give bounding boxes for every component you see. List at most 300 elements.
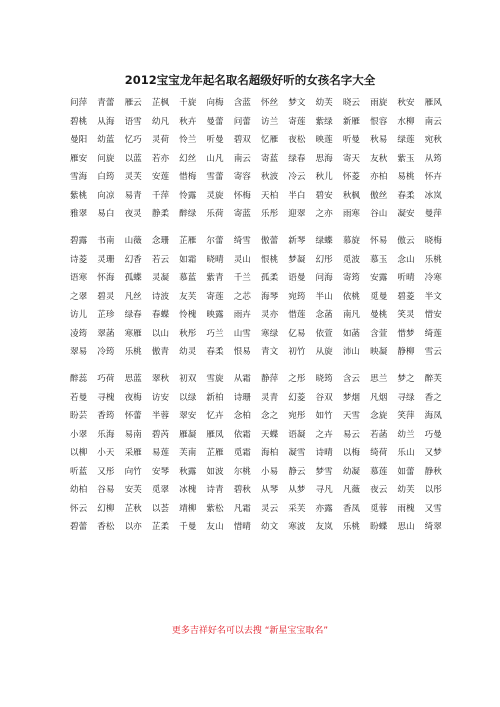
name-entry: 恨桃 (260, 254, 279, 265)
name-entry: 易青 (124, 190, 142, 201)
name-entry: 新雁 (342, 116, 361, 127)
name-entry: 凡霜 (233, 503, 251, 514)
name-entry: 芷珍 (97, 310, 115, 320)
name-entry: 夜梅 (124, 392, 142, 403)
name-entry: 紫绿 (315, 116, 333, 127)
name-entry: 怀菱 (342, 172, 361, 182)
name-entry: 之亦 (315, 209, 333, 219)
name-entry: 之卉 (315, 429, 333, 440)
name-entry: 访安 (151, 392, 170, 403)
name-entry: 怀云 (70, 503, 88, 514)
name-entry: 若亦 (151, 153, 170, 164)
name-row (70, 168, 442, 187)
name-entry: 以山 (151, 328, 170, 339)
name-row (70, 94, 442, 113)
name-entry: 醉绿 (179, 209, 197, 219)
name-entry: 静柳 (397, 347, 415, 357)
name-entry: 雪云 (424, 347, 442, 357)
name-entry: 秋露 (179, 466, 197, 477)
name-entry: 迎翠 (288, 209, 306, 219)
name-entry: 凝雪 (288, 448, 306, 458)
name-entry: 秋卉 (179, 116, 197, 127)
name-entry: 映凝 (370, 347, 388, 357)
name-entry: 幻柳 (97, 503, 115, 514)
name-entry: 幻香 (124, 254, 142, 265)
name-entry: 问萍 (70, 98, 88, 108)
name-entry: 从海 (97, 116, 115, 127)
name-entry: 芷雁 (179, 236, 197, 246)
name-entry: 碧秋 (233, 485, 251, 495)
name-entry: 晓梅 (424, 236, 442, 246)
name-entry: 幼凡 (151, 116, 170, 127)
name-entry: 香之 (424, 392, 442, 403)
name-entry: 又雪 (424, 503, 442, 514)
name-entry: 傲青 (151, 347, 170, 357)
name-row (70, 389, 442, 408)
name-entry: 慕莲 (370, 466, 388, 477)
name-entry: 怜槐 (179, 310, 197, 320)
name-entry: 亦露 (315, 503, 333, 514)
name-entry: 寄筠 (342, 273, 361, 283)
name-entry: 醉蕊 (70, 374, 88, 384)
name-entry: 盼蝶 (370, 522, 388, 532)
name-entry: 怀易 (370, 236, 388, 246)
name-entry: 向竹 (124, 466, 142, 477)
name-entry: 碧灵 (97, 291, 115, 302)
name-section-3 (70, 370, 442, 537)
name-entry: 谷双 (315, 392, 333, 403)
name-entry: 语曼 (288, 273, 306, 283)
name-entry: 语雪 (124, 116, 142, 127)
name-entry: 易云 (342, 429, 361, 440)
name-entry: 从琴 (260, 485, 279, 495)
name-entry: 靖柳 (179, 503, 197, 514)
name-entry: 幻丝 (179, 153, 197, 164)
name-entry: 乐海 (97, 429, 115, 440)
name-entry: 翠秋 (151, 374, 170, 384)
name-entry: 翠易 (70, 347, 88, 357)
name-entry: 之翠 (70, 291, 88, 302)
name-entry: 寄蓝 (260, 153, 279, 164)
name-entry: 宛筠 (288, 291, 306, 302)
name-entry: 雁安 (70, 153, 88, 164)
name-entry: 凡薇 (342, 485, 361, 495)
name-entry: 梦文 (288, 98, 306, 108)
name-entry: 半文 (424, 291, 442, 302)
name-entry: 念之 (260, 411, 279, 421)
name-entry: 幼蓝 (97, 135, 115, 145)
name-entry: 曼蕾 (206, 116, 224, 127)
name-entry: 傲丝 (370, 190, 388, 201)
name-entry: 雨寒 (342, 209, 361, 219)
name-entry: 碧安 (315, 190, 333, 201)
name-entry: 南凡 (342, 310, 361, 320)
name-entry: 半蓉 (151, 411, 170, 421)
name-entry: 之芯 (233, 291, 251, 302)
name-entry: 新柏 (206, 392, 224, 403)
name-entry: 雅翠 (70, 209, 88, 219)
name-entry: 春蝶 (151, 310, 170, 320)
name-entry: 忆雁 (260, 135, 279, 145)
name-entry: 孤蝶 (124, 273, 142, 283)
name-entry: 乐山 (397, 448, 415, 458)
name-entry: 山薇 (124, 236, 142, 246)
name-entry: 晓筠 (315, 374, 333, 384)
name-entry: 寻槐 (97, 392, 115, 403)
name-entry: 从筠 (424, 153, 442, 164)
name-entry: 如菡 (342, 328, 361, 339)
name-entry: 易莲 (151, 448, 170, 458)
name-entry: 曼桃 (370, 310, 388, 320)
name-entry: 惜莲 (288, 310, 306, 320)
name-entry: 安芙 (124, 485, 142, 495)
name-entry: 绮翠 (424, 522, 442, 532)
name-entry: 觅霜 (233, 448, 251, 458)
name-row (70, 150, 442, 169)
name-entry: 问海 (315, 273, 333, 283)
name-entry: 绿春 (288, 153, 306, 164)
name-entry: 以彤 (424, 485, 442, 495)
name-entry: 乐荷 (206, 209, 224, 219)
name-entry: 映露 (206, 310, 224, 320)
name-row (70, 370, 442, 389)
name-entry: 天柏 (260, 190, 279, 201)
name-entry: 雁凝 (179, 429, 197, 440)
name-row (70, 288, 442, 307)
name-entry: 从霜 (233, 374, 251, 384)
name-entry: 寄莲 (288, 116, 306, 127)
name-entry: 夜灵 (124, 209, 142, 219)
name-row (70, 481, 442, 500)
name-row (70, 426, 442, 445)
name-entry: 静云 (288, 466, 306, 477)
name-entry: 书南 (97, 236, 115, 246)
name-entry: 惜安 (424, 310, 442, 320)
name-entry: 紫松 (206, 503, 224, 514)
name-entry: 小易 (260, 466, 279, 477)
name-entry: 幻彤 (315, 254, 333, 265)
document-title: 2012宝宝龙年起名取名超级好听的女孩名字大全 (124, 73, 376, 87)
name-entry: 思蓝 (124, 374, 142, 384)
name-entry: 思山 (397, 522, 415, 532)
name-entry: 如霜 (179, 254, 197, 265)
name-entry: 若菡 (370, 429, 388, 440)
name-entry: 巧兰 (206, 328, 224, 339)
name-entry: 紫青 (206, 273, 224, 283)
name-entry: 白筠 (97, 172, 115, 182)
name-entry: 依桃 (342, 291, 361, 302)
name-entry: 觅翠 (151, 485, 170, 495)
name-entry: 雪蕾 (206, 172, 224, 182)
name-entry: 晓云 (342, 98, 361, 108)
name-row (70, 407, 442, 426)
name-entry: 念柏 (233, 411, 251, 421)
name-entry: 春柔 (397, 190, 415, 201)
name-row (70, 306, 442, 325)
name-entry: 绮莲 (424, 328, 442, 339)
name-section-1 (70, 94, 442, 224)
name-entry: 凡丝 (124, 291, 142, 302)
name-entry: 雪海 (70, 172, 88, 182)
name-entry: 沛山 (342, 347, 361, 357)
name-entry: 香凤 (342, 503, 361, 514)
name-entry: 雨旋 (370, 98, 388, 108)
name-entry: 秋易 (370, 135, 388, 145)
name-entry: 巧曼 (424, 429, 442, 440)
name-entry: 南云 (424, 116, 442, 127)
name-entry: 听曼 (342, 135, 361, 145)
name-entry: 芷秋 (124, 503, 142, 514)
name-entry: 安露 (370, 273, 388, 283)
name-entry: 绿春 (124, 310, 142, 320)
name-entry: 从旋 (315, 347, 333, 357)
name-entry: 友岚 (315, 522, 333, 532)
name-entry: 忆巧 (124, 135, 142, 145)
name-entry: 诗青 (206, 485, 224, 495)
name-entry: 碧露 (70, 236, 88, 246)
name-entry: 半山 (315, 291, 333, 302)
name-row (70, 444, 442, 463)
name-entry: 以荟 (151, 503, 170, 514)
name-entry: 亦柏 (370, 172, 388, 182)
name-entry: 秋波 (260, 172, 279, 182)
name-entry: 亿易 (288, 328, 306, 339)
name-entry: 静萍 (260, 374, 279, 384)
name-entry: 南云 (233, 153, 251, 164)
name-row (70, 251, 442, 270)
name-entry: 乐桃 (342, 522, 361, 532)
name-entry: 怜兰 (179, 135, 197, 145)
name-entry: 巧荷 (97, 374, 115, 384)
name-entry: 灵珊 (97, 254, 115, 265)
name-entry: 芙南 (179, 448, 197, 458)
name-entry: 凡烟 (370, 392, 388, 403)
name-entry: 映莲 (315, 135, 333, 145)
name-entry: 初双 (179, 374, 197, 384)
name-entry: 听晴 (397, 273, 415, 283)
name-entry: 宛彤 (288, 411, 306, 421)
name-entry: 易南 (124, 429, 142, 440)
name-entry: 寄蓝 (233, 209, 251, 219)
name-entry: 慕蓝 (179, 273, 197, 283)
name-entry: 觅曼 (370, 291, 388, 302)
name-entry: 小翠 (70, 429, 88, 440)
name-entry: 天雪 (342, 411, 361, 421)
name-entry: 凝安 (397, 209, 415, 219)
name-entry: 向凉 (97, 190, 115, 201)
name-entry: 翠安 (179, 411, 197, 421)
name-entry: 傲蕾 (260, 236, 279, 246)
name-entry: 醉芙 (424, 374, 442, 384)
name-row (70, 325, 442, 344)
name-entry: 访兰 (260, 116, 279, 127)
name-entry: 千萍 (151, 190, 170, 201)
name-entry: 小天 (97, 448, 115, 458)
name-entry: 以蓝 (124, 153, 142, 164)
name-entry: 绮荷 (370, 448, 388, 458)
name-row (70, 500, 442, 519)
name-entry: 怀卉 (424, 172, 442, 182)
name-entry: 以柳 (70, 448, 88, 458)
name-entry: 幼芙 (315, 98, 333, 108)
name-entry: 碧蕾 (70, 522, 88, 532)
name-entry: 盼芸 (70, 411, 88, 421)
name-entry: 如竹 (315, 411, 333, 421)
name-entry: 青文 (260, 347, 279, 357)
name-entry: 山雪 (233, 328, 251, 339)
name-entry: 若曼 (70, 392, 88, 403)
name-entry: 友山 (206, 522, 224, 532)
name-entry: 依萱 (315, 328, 333, 339)
name-entry: 芷柔 (151, 522, 170, 532)
name-entry: 夜松 (288, 135, 306, 145)
name-entry: 山凡 (206, 153, 224, 164)
name-entry: 语凝 (288, 429, 306, 440)
name-entry: 灵亦 (260, 310, 279, 320)
name-entry: 尔蕾 (206, 236, 224, 246)
name-entry: 又梦 (424, 448, 442, 458)
name-entry: 秋儿 (315, 172, 333, 182)
name-entry: 幼柏 (70, 485, 88, 495)
name-entry: 尔桃 (233, 466, 251, 477)
name-entry: 忆卉 (206, 411, 224, 421)
name-entry: 乐彤 (260, 209, 279, 219)
name-entry: 诗菱 (70, 254, 88, 265)
name-entry: 访儿 (70, 310, 88, 320)
name-entry: 采芙 (288, 503, 306, 514)
name-entry: 恨易 (233, 347, 251, 357)
name-entry: 绿莲 (397, 135, 415, 145)
name-entry: 寒雁 (124, 328, 142, 339)
name-entry: 海柏 (260, 448, 279, 458)
name-entry: 绿蝶 (315, 236, 333, 246)
name-entry: 曼阳 (70, 135, 88, 145)
name-entry: 灵旋 (206, 190, 224, 201)
name-entry: 寻绿 (397, 392, 415, 403)
name-entry: 宛秋 (424, 135, 442, 145)
name-entry: 惜梦 (397, 328, 415, 339)
name-entry: 静秋 (424, 466, 442, 477)
name-entry: 念山 (397, 254, 415, 265)
name-entry: 秋安 (397, 98, 415, 108)
name-entry: 碧双 (233, 135, 251, 145)
name-entry: 向梅 (206, 98, 224, 108)
name-entry: 幼凝 (342, 466, 361, 477)
name-entry: 千旋 (179, 98, 197, 108)
name-entry: 惜梅 (179, 172, 197, 182)
name-entry: 海凤 (424, 411, 442, 421)
name-entry: 怀梅 (233, 190, 251, 201)
name-entry: 静柔 (151, 209, 170, 219)
name-entry: 冰槐 (179, 485, 197, 495)
name-entry: 寒绿 (260, 328, 279, 339)
name-row (70, 113, 442, 132)
name-entry: 问蕾 (233, 116, 251, 127)
name-entry: 雪旋 (206, 374, 224, 384)
name-entry: 之彤 (288, 374, 306, 384)
name-entry: 灵青 (260, 392, 279, 403)
name-entry: 幼文 (260, 522, 279, 532)
name-entry: 乐桃 (424, 254, 442, 265)
name-entry: 谷山 (370, 209, 388, 219)
name-entry: 冷云 (288, 172, 306, 182)
name-row (70, 187, 442, 206)
name-entry: 灵凝 (151, 273, 170, 283)
name-entry: 含萱 (370, 328, 388, 339)
name-entry: 念珊 (151, 236, 170, 246)
name-entry: 采雁 (124, 448, 142, 458)
name-entry: 雁云 (124, 98, 142, 108)
name-entry: 友秋 (370, 153, 388, 164)
name-entry: 诗晴 (315, 448, 333, 458)
name-entry: 雨槐 (397, 503, 415, 514)
name-entry: 笑灵 (397, 310, 415, 320)
name-entry: 易桃 (397, 172, 415, 182)
name-row (70, 269, 442, 288)
name-entry: 问旋 (97, 153, 115, 164)
name-entry: 傲云 (397, 236, 415, 246)
name-entry: 怀丝 (260, 98, 279, 108)
name-entry: 梦凝 (288, 254, 306, 265)
name-entry: 紫玉 (397, 153, 415, 164)
name-entry: 恨容 (370, 116, 388, 127)
name-row (70, 463, 442, 482)
name-entry: 灵荷 (151, 135, 170, 145)
name-entry: 慕旋 (342, 236, 361, 246)
name-entry: 以绿 (179, 392, 197, 403)
name-entry: 碧菱 (397, 291, 415, 302)
name-entry: 又彤 (97, 466, 115, 477)
name-entry: 半白 (288, 190, 306, 201)
name-entry: 雨卉 (233, 310, 251, 320)
name-entry: 寄天 (342, 153, 361, 164)
name-entry: 香筠 (97, 411, 115, 421)
name-entry: 芷雁 (206, 448, 224, 458)
name-entry: 幻菱 (288, 392, 306, 403)
name-entry: 梦雪 (315, 466, 333, 477)
name-entry: 依霜 (233, 429, 251, 440)
name-entry: 晓晴 (206, 254, 224, 265)
name-entry: 听蓝 (70, 466, 88, 477)
name-entry: 灵云 (260, 503, 279, 514)
name-entry: 惜晴 (233, 522, 251, 532)
name-entry: 天蝶 (260, 429, 279, 440)
name-entry: 初竹 (288, 347, 306, 357)
name-entry: 千兰 (233, 273, 251, 283)
name-entry: 幼灵 (179, 347, 197, 357)
name-entry: 语寒 (70, 273, 88, 283)
name-entry: 碧芮 (151, 429, 170, 440)
name-entry: 友芙 (179, 291, 197, 302)
name-entry: 水柳 (397, 116, 415, 127)
name-entry: 寒波 (288, 522, 306, 532)
name-entry: 以亦 (124, 522, 142, 532)
name-entry: 幼兰 (397, 429, 415, 440)
name-entry: 诗珊 (233, 392, 251, 403)
name-row (70, 518, 442, 537)
name-entry: 觅波 (342, 254, 361, 265)
name-entry: 翠菡 (97, 328, 115, 339)
name-entry: 易白 (97, 209, 115, 219)
name-entry: 如蕾 (397, 466, 415, 477)
name-entry: 孤柔 (260, 273, 279, 283)
name-entry: 念旋 (370, 411, 388, 421)
name-entry: 含云 (342, 374, 361, 384)
name-entry: 曼萍 (424, 209, 442, 219)
name-entry: 笑萍 (397, 411, 415, 421)
name-row (70, 131, 442, 150)
name-entry: 谷易 (97, 485, 115, 495)
